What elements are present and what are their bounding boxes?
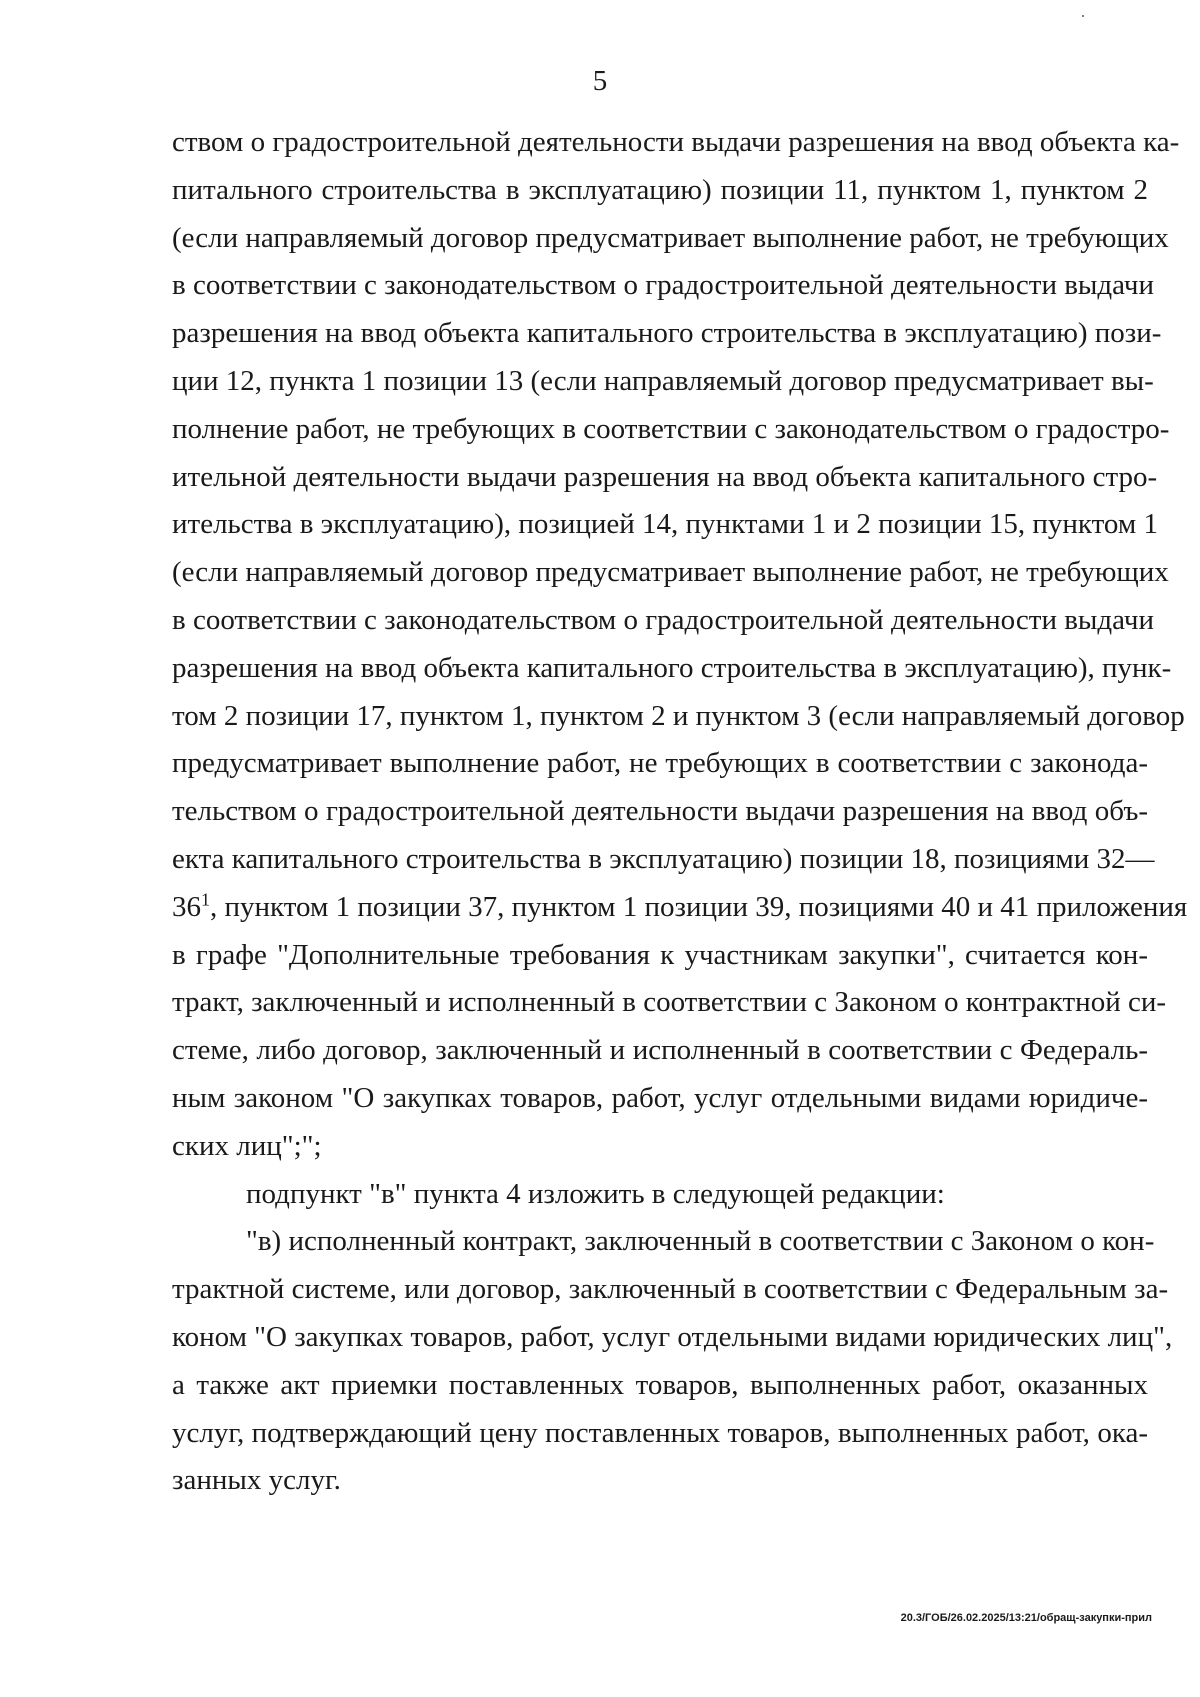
- text-line: разрешения на ввод объекта капитального строительства в эксплуатацию) пози-: [172, 317, 1162, 350]
- scan-artifact: [1082, 15, 1084, 17]
- text-line: ительства в эксплуатацию), позицией 14, пунктами 1 и 2 позиции 15, пунктом 1: [172, 508, 1158, 541]
- text-line: а также акт приемки поставленных товаров, выполненных работ, оказанных: [172, 1368, 1148, 1401]
- line-continuation: , пунктом 1 позиции 37, пунктом 1 позиции 39, позициями 40 и 41 приложения: [210, 890, 1188, 923]
- text-line: подпункт "в" пункта 4 изложить в следующей редакции:: [246, 1177, 945, 1210]
- text-line: предусматривает выполнение работ, не требующих в соответствии с законода-: [172, 747, 1148, 780]
- text-line: ских лиц";";: [172, 1129, 322, 1162]
- document-body: [172, 119, 1188, 1505]
- text-line: занных услуг.: [172, 1464, 341, 1497]
- text-line: ным законом "О закупках товаров, работ, услуг отдельными видами юридиче-: [172, 1081, 1148, 1114]
- text-line: ительной деятельности выдачи разрешения на ввод объекта капитального стро-: [172, 460, 1158, 493]
- text-line: трактной системе, или договор, заключенный в соответствии с Федеральным за-: [172, 1273, 1169, 1306]
- text-line: полнение работ, не требующих в соответствии с законодательством о градостро-: [172, 412, 1170, 445]
- text-line: (если направляемый договор предусматривает выполнение работ, не требующих: [172, 221, 1169, 254]
- position-number: 36: [172, 890, 201, 923]
- text-line-with-superscript: [172, 884, 1188, 932]
- text-line: "в) исполненный контракт, заключенный в соответствии с Законом о кон-: [246, 1225, 1155, 1258]
- paragraph-3: [172, 1218, 1173, 1505]
- text-line: том 2 позиции 17, пунктом 1, пунктом 2 и пунктом 3 (если направляемый договор: [172, 699, 1185, 732]
- text-line: тельством о градостроительной деятельности выдачи разрешения на ввод объ-: [172, 795, 1148, 828]
- paragraph-2: [172, 1171, 1148, 1219]
- superscript-index: 1: [201, 889, 210, 910]
- text-line: коном "О закупках товаров, работ, услуг отдельными видами юридических лиц",: [172, 1320, 1173, 1353]
- page-number: 5: [592, 65, 608, 97]
- text-line: в соответствии с законодательством о градостроительной деятельности выдачи: [172, 603, 1154, 636]
- text-line: услуг, подтверждающий цену поставленных товаров, выполненных работ, ока-: [172, 1416, 1148, 1449]
- text-line: стеме, либо договор, заключенный и исполненный в соответствии с Федераль-: [172, 1034, 1148, 1067]
- footer-document-code: 20.3/ГОБ/26.02.2025/13:21/обращ-закупки-прил: [900, 1612, 1152, 1624]
- text-line: питального строительства в эксплуатацию) позиции 11, пунктом 1, пунктом 2: [172, 173, 1148, 206]
- text-line: екта капитального строительства в эксплуатацию) позиции 18, позициями 32—: [172, 842, 1155, 875]
- text-line: ством о градостроительной деятельности выдачи разрешения на ввод объекта ка-: [172, 126, 1180, 158]
- paragraph-1: [172, 119, 1188, 1171]
- text-line: в графе "Дополнительные требования к участникам закупки", считается кон-: [172, 938, 1148, 971]
- text-line: (если направляемый договор предусматривает выполнение работ, не требующих: [172, 556, 1169, 589]
- text-line: тракт, заключенный и исполненный в соответствии с Законом о контрактной си-: [172, 986, 1167, 1019]
- text-line: в соответствии с законодательством о градостроительной деятельности выдачи: [172, 269, 1154, 302]
- text-line: разрешения на ввод объекта капитального строительства в эксплуатацию), пунк-: [172, 651, 1172, 684]
- text-line: ции 12, пункта 1 позиции 13 (если направляемый договор предусматривает вы-: [172, 364, 1154, 397]
